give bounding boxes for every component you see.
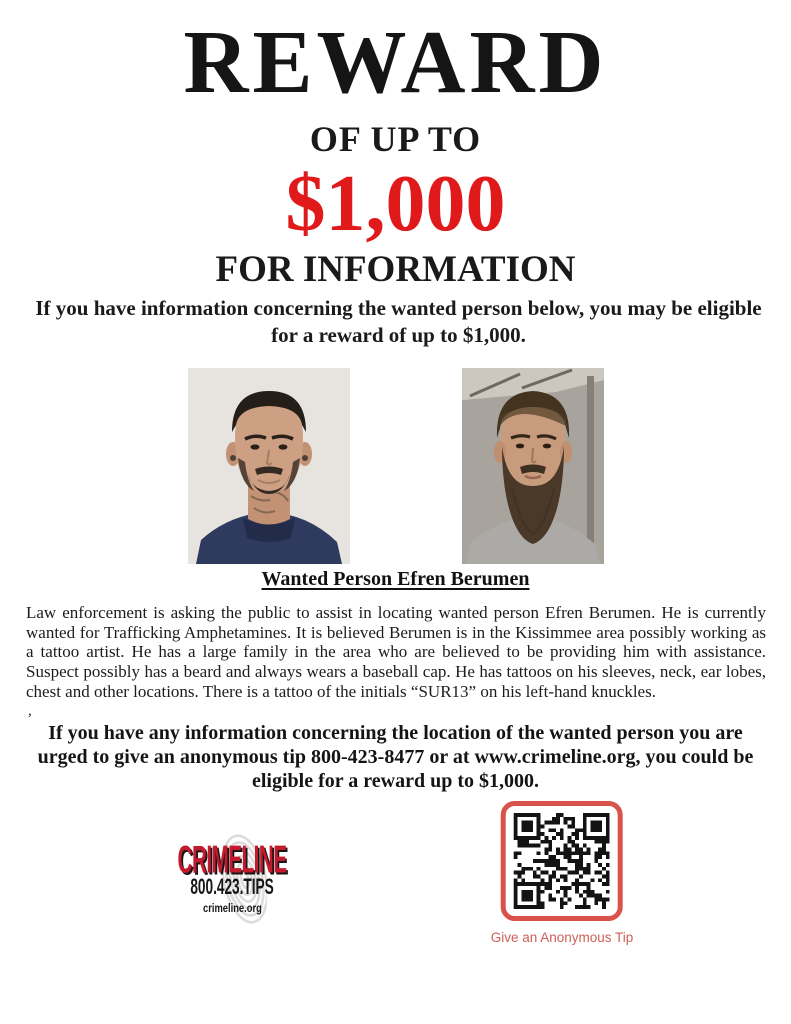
photos-row: [0, 368, 791, 564]
qr-caption: Give an Anonymous Tip: [490, 929, 634, 945]
of-up-to-subtitle: OF UP TO: [309, 118, 482, 159]
wanted-person-photo-id: [188, 368, 350, 564]
eligibility-statement: If you have information concerning the wanted person below, you may be eligible for a reward of up to $1,000.: [35, 295, 762, 348]
wanted-person-photo-bearded: [462, 368, 604, 564]
crimeline-logo-phone: 800.423.TIPS: [190, 873, 274, 899]
footer: [0, 793, 791, 1024]
crimeline-logo: [135, 837, 330, 917]
stray-comma: ,: [28, 702, 32, 719]
poster-title: REWARD: [183, 13, 608, 112]
photo-caption: Wanted Person Efren Berumen: [261, 567, 530, 590]
reward-amount: $1,000: [285, 159, 506, 248]
crimeline-logo-website: crimeline.org: [202, 900, 262, 915]
crimeline-logo-name: CRIMELINE: [177, 837, 287, 881]
qr-section: [491, 801, 634, 945]
qr-code: [501, 801, 623, 921]
qr-code-svg: [514, 813, 610, 909]
description-paragraph: Law enforcement is asking the public to assist in locating wanted person Efren Berumen. He is currently wanted for Trafficking Amphetamines. It is believed Berumen is in the Kissimmee area possibly working as a tattoo artist. He has a large family in the area who are believed to be providing him with assistance. Suspect possibly has a beard and always wears a baseball cap. He has tattoos on his sleeves, neck, ear lobes, chest and other locations. There is a tattoo of the initials “SUR13” on his left-hand knuckles.: [26, 602, 766, 701]
for-information-subtitle: FOR INFORMATION: [215, 248, 576, 290]
call-to-action: If you have any information concerning the location of the wanted person you are urged to give an anonymous tip 800-423-8477 or at www.crimeline.org, you could be eligible for a reward up to $1,000.: [37, 721, 754, 792]
